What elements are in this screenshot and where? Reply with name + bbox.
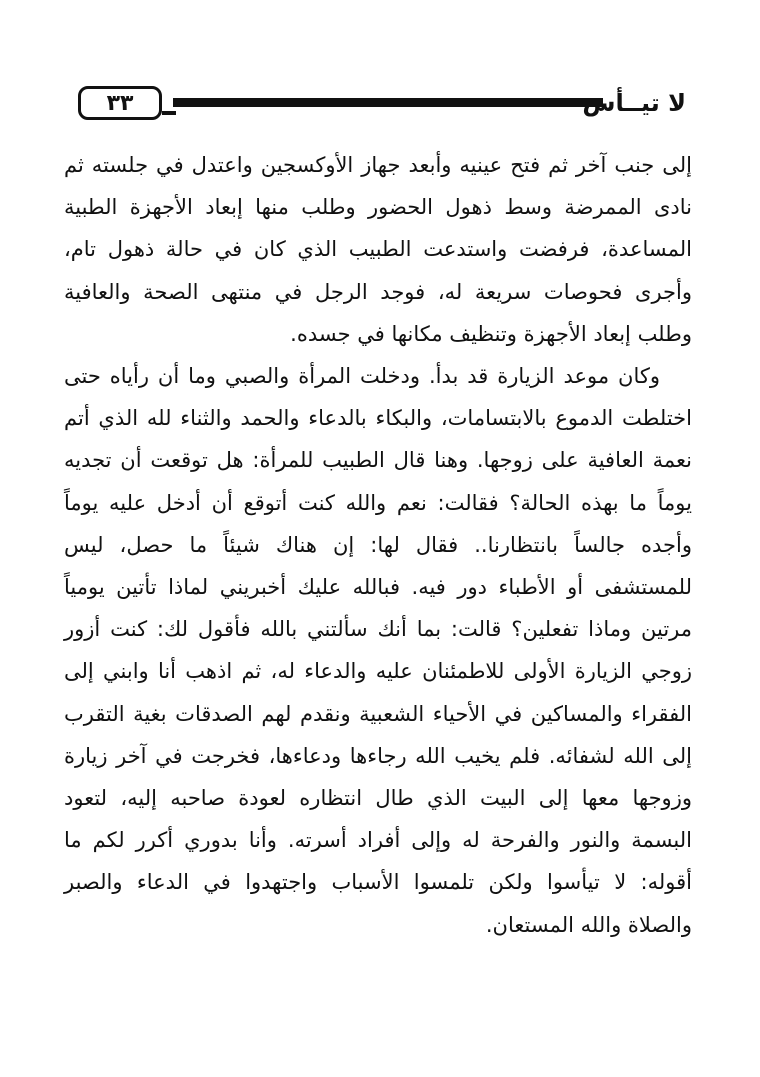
header-connector-rule <box>162 111 176 115</box>
page-number: ٣٣ <box>106 90 134 116</box>
body-text <box>64 144 692 946</box>
page-number-box <box>78 86 162 120</box>
running-title: لا تيــأس <box>582 89 686 117</box>
header-rule <box>173 98 603 107</box>
page-header <box>78 86 686 130</box>
paragraph-1: إلى جنب آخر ثم فتح عينيه وأبعد جهاز الأوكسجين واعتدل في جلسته ثم نادى الممرضة وسط ذهول الحضور وطلب منها إبعاد الأجهزة الطبية المساعدة، فرفضت واستدعت الطبيب الذي كان في حالة ذهول تام، وأجرى فحوصات سريعة له، فوجد الرجل في منتهى الصحة والعافية وطلب إبعاد الأجهزة وتنظيف مكانها في جسده. <box>64 153 692 346</box>
paragraph-2: وكان موعد الزيارة قد بدأ. ودخلت المرأة والصبي وما أن رأياه حتى اختلطت الدموع بالابتسامات، والبكاء بالدعاء والحمد والثناء لله الذي أتم نعمة العافية على زوجها. وهنا قال الطبيب للمرأة: هل توقعت أن تجديه يوماً ما بهذه الحالة؟ فقالت: نعم والله كنت أتوقع أن أدخل عليه يوماً وأجده جالساً بانتظارنا.. فقال لها: إن هناك شيئاً ما حصل، ليس للمستشفى أو الأطباء دور فيه. فبالله عليك أخبريني لماذا تأتين يومياً مرتين وماذا تفعلين؟ قالت: بما أنك سألتني بالله فأقول لك: كنت أزور زوجي الزيارة الأولى للاطمئنان عليه والدعاء له، ثم اذهب أنا وابني إلى الفقراء والمساكين في الأحياء الشعبية ونقدم لهم الصدقات بغية التقرب إلى الله لشفائه. فلم يخيب الله رجاءها ودعاءها، فخرجت في آخر زيارة وزوجها معها إلى البيت الذي طال انتظاره لعودة صاحبه إليه، لتعود البسمة والنور والفرحة له وإلى أفراد أسرته. وأنا بدوري أكرر لكم ما أقوله: لا تيأسوا ولكن تلمسوا الأسباب واجتهدوا في الدعاء والصبر والصلاة والله المستعان. <box>64 364 692 937</box>
